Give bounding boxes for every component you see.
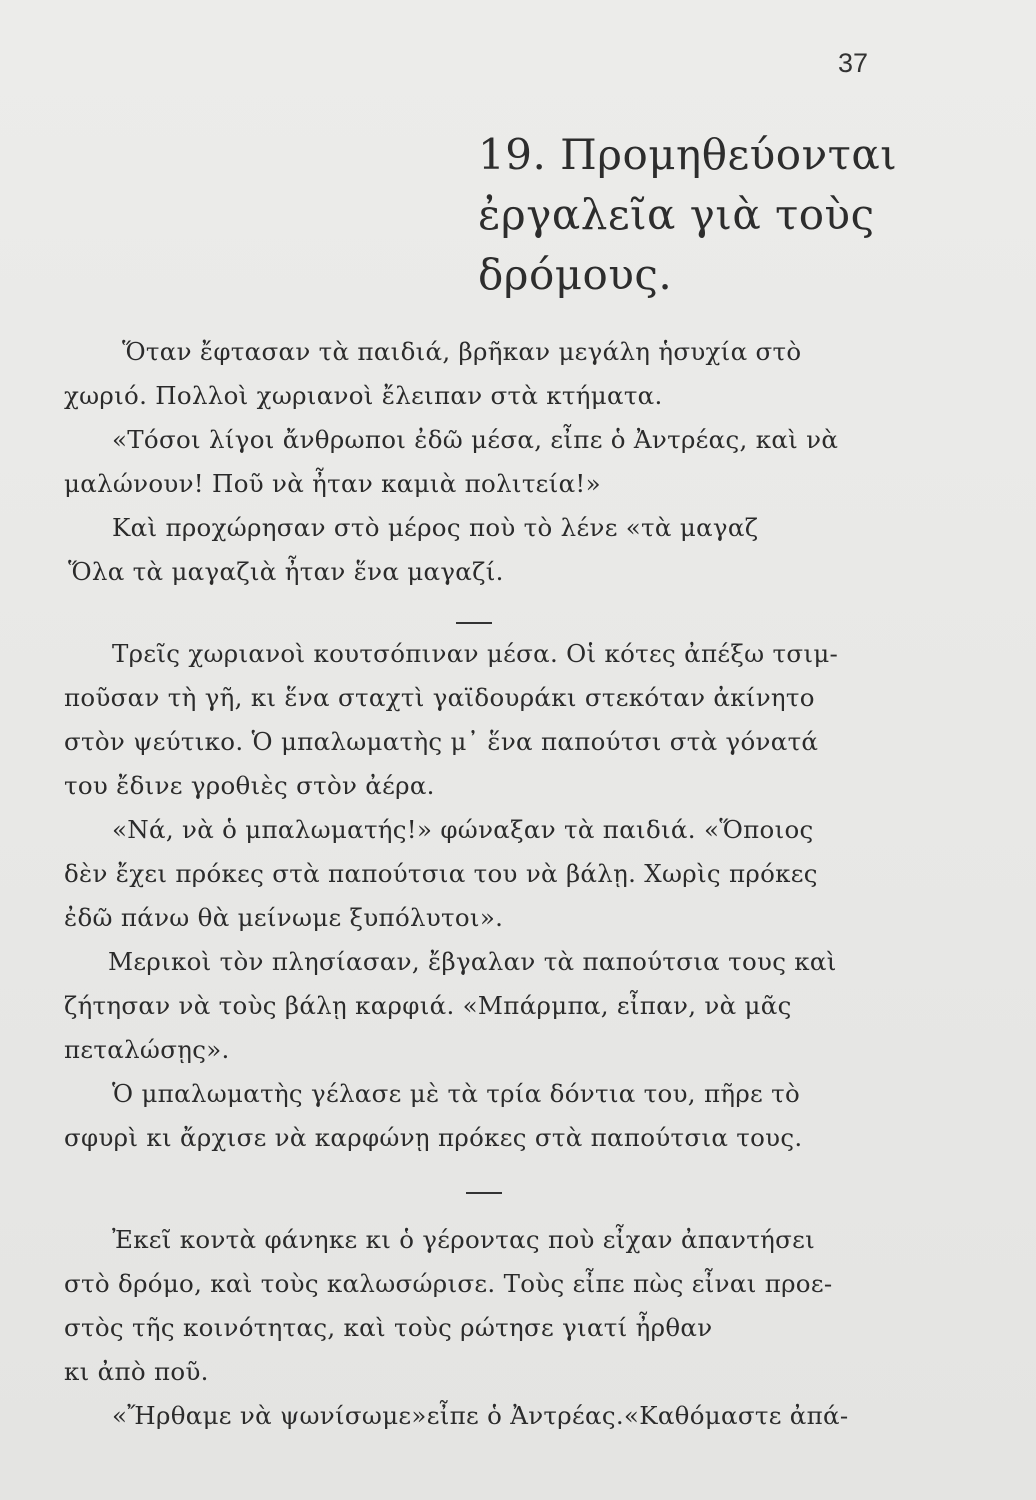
page-number: 37 [838,48,869,78]
text-line: «Ἤρθαμε νὰ ψωνίσωμε»εἶπε ὁ Ἀντρέας.«Καθόμαστε ἀπά- [112,1401,849,1430]
chapter-title-line-2: ἐργαλεῖα γιὰ τοὺς [478,190,875,239]
text-line: στὸ δρόμο, καὶ τοὺς καλωσώρισε. Τοὺς εἶπε πὼς εἶναι προε- [64,1269,833,1298]
text-line: ποῦσαν τὴ γῆ, κι ἕνα σταχτὶ γαϊδουράκι στεκόταν ἀκίνητο [64,683,815,712]
text-line: Ἐκεῖ κοντὰ φάνηκε κι ὁ γέροντας ποὺ εἶχαν ἀπαντήσει [112,1225,815,1254]
text-line: στὸν ψεύτικο. Ὁ μπαλωματὴς μ᾽ ἕνα παπούτσι στὰ γόνατά [64,727,819,756]
text-line: Τρεῖς χωριανοὶ κουτσόπιναν μέσα. Οἱ κότες ἀπέξω τσιμ- [112,639,839,668]
chapter-title [478,125,918,305]
text-line: Μερικοὶ τὸν πλησίασαν, ἔβγαλαν τὰ παπούτσια τους καὶ [108,947,837,976]
text-line: Καὶ προχώρησαν στὸ μέρος ποὺ τὸ λένε «τὰ μαγαζ [112,513,759,542]
chapter-title-line-1: 19. Προμηθεύονται [478,130,898,179]
text-line: Ὁ μπαλωματὴς γέλασε μὲ τὰ τρία δόντια του, πῆρε τὸ [112,1079,801,1108]
text-line: ζήτησαν νὰ τοὺς βάλῃ καρφιά. «Μπάρμπα, εἶπαν, νὰ μᾶς [64,991,792,1020]
text-line: χωριό. Πολλοὶ χωριανοὶ ἔλειπαν στὰ κτήματα. [64,381,663,410]
text-line: κι ἀπὸ ποῦ. [64,1357,209,1386]
text-line: Ὅταν ἔφτασαν τὰ παιδιά, βρῆκαν μεγάλη ἡσυχία στὸ [122,337,802,366]
text-line: του ἔδινε γροθιὲς στὸν ἀέρα. [64,771,435,800]
section-separator [466,1192,502,1194]
text-line: πεταλώσῃς». [64,1035,230,1064]
chapter-title-line-3: δρόμους. [478,250,673,299]
text-line: «Τόσοι λίγοι ἄνθρωποι ἐδῶ μέσα, εἶπε ὁ Ἀντρέας, καὶ νὰ [112,425,839,454]
text-line: μαλώνουν! Ποῦ νὰ ἦταν καμιὰ πολιτεία!» [64,469,601,498]
section-1-text [64,330,898,594]
text-line: στὸς τῆς κοινότητας, καὶ τοὺς ρώτησε γιατί ἦρθαν [64,1313,713,1342]
text-line: ἐδῶ πάνω θὰ μείνωμε ξυπόλυτοι». [64,903,504,932]
section-3-text [64,1218,898,1438]
text-line: δὲν ἔχει πρόκες στὰ παπούτσια του νὰ βάλῃ. Χωρὶς πρόκες [64,859,818,888]
section-2-text [64,632,898,1160]
section-separator [456,622,492,624]
text-line: Ὅλα τὰ μαγαζιὰ ἦταν ἕνα μαγαζί. [68,557,504,586]
text-line: σφυρὶ κι ἄρχισε νὰ καρφώνῃ πρόκες στὰ παπούτσια τους. [64,1123,803,1152]
text-line: «Νά, νὰ ὁ μπαλωματής!» φώναξαν τὰ παιδιά. «Ὅποιος [112,815,814,844]
